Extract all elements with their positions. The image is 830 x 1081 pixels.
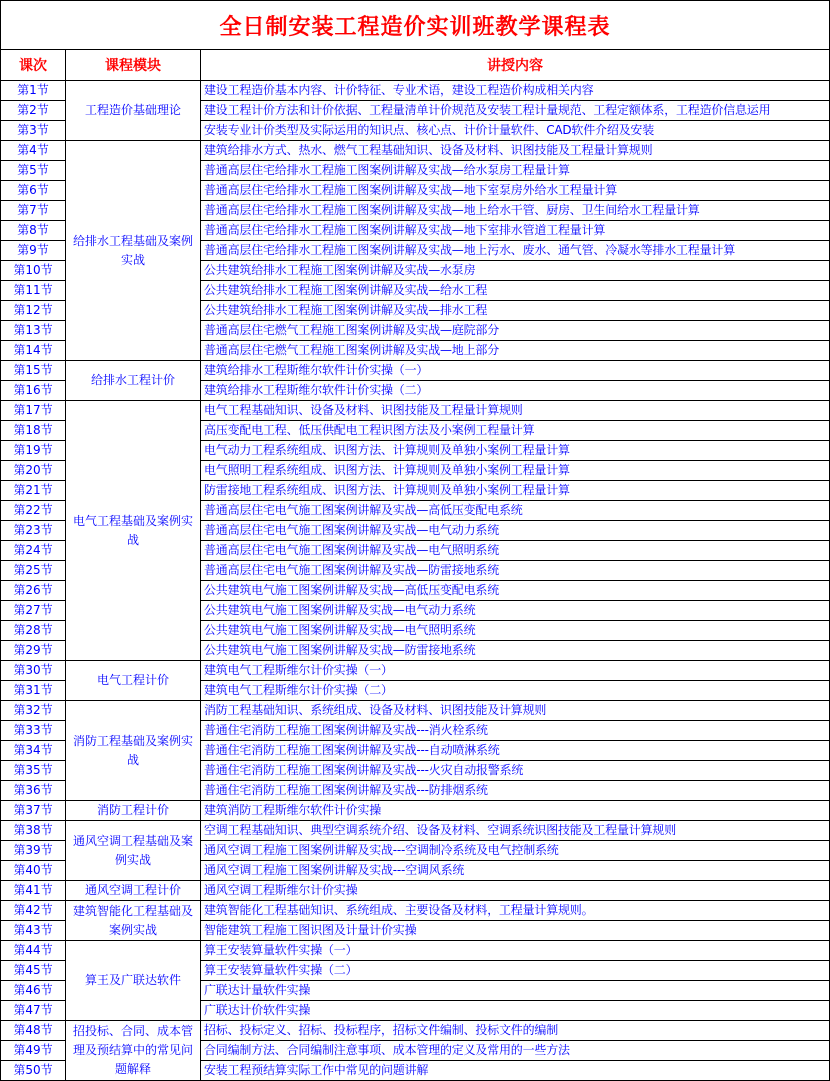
table-row — [1, 1021, 830, 1041]
session-number: 第10节 — [1, 261, 66, 281]
page-title: 全日制安装工程造价实训班教学课程表 — [1, 1, 830, 50]
session-content: 算王安装算量软件实操（二） — [201, 961, 830, 981]
table-row — [1, 821, 830, 841]
session-content: 普通高层住宅电气施工图案例讲解及实战—高低压变配电系统 — [201, 501, 830, 521]
module-name: 招投标、合同、成本管理及预结算中的常见问题解释 — [66, 1021, 201, 1081]
session-content: 公共建筑电气施工图案例讲解及实战—防雷接地系统 — [201, 641, 830, 661]
session-number: 第36节 — [1, 781, 66, 801]
module-name: 工程造价基础理论 — [66, 81, 201, 141]
session-number: 第17节 — [1, 401, 66, 421]
session-number: 第15节 — [1, 361, 66, 381]
session-content: 公共建筑电气施工图案例讲解及实战—电气照明系统 — [201, 621, 830, 641]
module-name: 通风空调工程计价 — [66, 881, 201, 901]
session-content: 防雷接地工程系统组成、识图方法、计算规则及单独小案例工程量计算 — [201, 481, 830, 501]
header-content: 讲授内容 — [201, 50, 830, 81]
session-content: 建筑电气工程斯维尔计价实操（二） — [201, 681, 830, 701]
session-number: 第2节 — [1, 101, 66, 121]
session-number: 第13节 — [1, 321, 66, 341]
session-content: 普通高层住宅给排水工程施工图案例讲解及实战—地下室排水管道工程量计算 — [201, 221, 830, 241]
session-number: 第1节 — [1, 81, 66, 101]
session-content: 普通高层住宅给排水工程施工图案例讲解及实战—地上污水、废水、通气管、冷凝水等排水工程量计算 — [201, 241, 830, 261]
session-number: 第8节 — [1, 221, 66, 241]
session-content: 普通高层住宅电气施工图案例讲解及实战—电气动力系统 — [201, 521, 830, 541]
table-row — [1, 81, 830, 101]
session-content: 安装专业计价类型及实际运用的知识点、核心点、计价计量软件、CAD软件介绍及安装 — [201, 121, 830, 141]
session-content: 广联达计量软件实操 — [201, 981, 830, 1001]
session-content: 建筑智能化工程基础知识、系统组成、主要设备及材料，工程量计算规则。 — [201, 901, 830, 921]
session-number: 第24节 — [1, 541, 66, 561]
session-content: 普通住宅消防工程施工图案例讲解及实战---火灾自动报警系统 — [201, 761, 830, 781]
table-row — [1, 701, 830, 721]
session-content: 普通高层住宅电气施工图案例讲解及实战—电气照明系统 — [201, 541, 830, 561]
session-content: 招标、投标定义、招标、投标程序，招标文件编制、投标文件的编制 — [201, 1021, 830, 1041]
session-content: 电气工程基础知识、设备及材料、识图技能及工程量计算规则 — [201, 401, 830, 421]
module-name: 消防工程基础及案例实战 — [66, 701, 201, 801]
session-number: 第4节 — [1, 141, 66, 161]
session-content: 普通住宅消防工程施工图案例讲解及实战---消火栓系统 — [201, 721, 830, 741]
session-content: 建设工程造价基本内容、计价特征、专业术语，建设工程造价构成相关内容 — [201, 81, 830, 101]
session-content: 安装工程预结算实际工作中常见的问题讲解 — [201, 1061, 830, 1081]
table-row — [1, 361, 830, 381]
session-number: 第38节 — [1, 821, 66, 841]
module-name: 电气工程基础及案例实战 — [66, 401, 201, 661]
session-number: 第6节 — [1, 181, 66, 201]
session-number: 第32节 — [1, 701, 66, 721]
table-row — [1, 941, 830, 961]
session-content: 消防工程基础知识、系统组成、设备及材料、识图技能及计算规则 — [201, 701, 830, 721]
session-number: 第34节 — [1, 741, 66, 761]
session-number: 第33节 — [1, 721, 66, 741]
session-number: 第21节 — [1, 481, 66, 501]
session-number: 第7节 — [1, 201, 66, 221]
session-content: 建筑给排水工程斯维尔软件计价实操（二） — [201, 381, 830, 401]
session-number: 第46节 — [1, 981, 66, 1001]
session-number: 第42节 — [1, 901, 66, 921]
session-number: 第25节 — [1, 561, 66, 581]
session-number: 第12节 — [1, 301, 66, 321]
session-number: 第5节 — [1, 161, 66, 181]
module-name: 电气工程计价 — [66, 661, 201, 701]
session-number: 第28节 — [1, 621, 66, 641]
session-number: 第19节 — [1, 441, 66, 461]
session-content: 公共建筑给排水工程施工图案例讲解及实战—水泵房 — [201, 261, 830, 281]
session-content: 建筑电气工程斯维尔计价实操（一） — [201, 661, 830, 681]
session-content: 高压变配电工程、低压供配电工程识图方法及小案例工程量计算 — [201, 421, 830, 441]
header-session: 课次 — [1, 50, 66, 81]
header-module: 课程模块 — [66, 50, 201, 81]
session-content: 普通高层住宅给排水工程施工图案例讲解及实战—地上给水干管、厨房、卫生间给水工程量计算 — [201, 201, 830, 221]
session-number: 第43节 — [1, 921, 66, 941]
session-number: 第14节 — [1, 341, 66, 361]
session-number: 第3节 — [1, 121, 66, 141]
session-content: 公共建筑电气施工图案例讲解及实战—高低压变配电系统 — [201, 581, 830, 601]
session-number: 第50节 — [1, 1061, 66, 1081]
session-content: 建设工程计价方法和计价依据、工程量清单计价规范及安装工程计量规范、工程定额体系，工程造价信息运用 — [201, 101, 830, 121]
session-content: 普通高层住宅燃气工程施工图案例讲解及实战—地上部分 — [201, 341, 830, 361]
session-content: 公共建筑给排水工程施工图案例讲解及实战—给水工程 — [201, 281, 830, 301]
table-row — [1, 881, 830, 901]
table-row — [1, 901, 830, 921]
session-number: 第41节 — [1, 881, 66, 901]
module-name: 算王及广联达软件 — [66, 941, 201, 1021]
session-number: 第37节 — [1, 801, 66, 821]
table-row — [1, 141, 830, 161]
session-number: 第44节 — [1, 941, 66, 961]
module-name: 建筑智能化工程基础及案例实战 — [66, 901, 201, 941]
session-content: 普通住宅消防工程施工图案例讲解及实战---防排烟系统 — [201, 781, 830, 801]
session-content: 普通高层住宅给排水工程施工图案例讲解及实战—地下室泵房外给水工程量计算 — [201, 181, 830, 201]
session-content: 普通高层住宅给排水工程施工图案例讲解及实战—给水泵房工程量计算 — [201, 161, 830, 181]
session-content: 通风空调工程施工图案例讲解及实战---空调制冷系统及电气控制系统 — [201, 841, 830, 861]
session-number: 第31节 — [1, 681, 66, 701]
session-content: 普通高层住宅燃气工程施工图案例讲解及实战—庭院部分 — [201, 321, 830, 341]
session-number: 第45节 — [1, 961, 66, 981]
session-number: 第20节 — [1, 461, 66, 481]
module-name: 通风空调工程基础及案例实战 — [66, 821, 201, 881]
session-content: 公共建筑电气施工图案例讲解及实战—电气动力系统 — [201, 601, 830, 621]
session-content: 建筑给排水方式、热水、燃气工程基础知识、设备及材料、识图技能及工程量计算规则 — [201, 141, 830, 161]
session-number: 第49节 — [1, 1041, 66, 1061]
session-number: 第18节 — [1, 421, 66, 441]
module-name: 消防工程计价 — [66, 801, 201, 821]
session-content: 公共建筑给排水工程施工图案例讲解及实战—排水工程 — [201, 301, 830, 321]
module-name: 给排水工程计价 — [66, 361, 201, 401]
session-content: 建筑消防工程斯维尔软件计价实操 — [201, 801, 830, 821]
table-row — [1, 661, 830, 681]
schedule-body — [1, 81, 830, 1081]
session-content: 通风空调工程斯维尔计价实操 — [201, 881, 830, 901]
session-content: 电气照明工程系统组成、识图方法、计算规则及单独小案例工程量计算 — [201, 461, 830, 481]
session-number: 第39节 — [1, 841, 66, 861]
module-name: 给排水工程基础及案例实战 — [66, 141, 201, 361]
session-content: 普通住宅消防工程施工图案例讲解及实战---自动喷淋系统 — [201, 741, 830, 761]
session-number: 第22节 — [1, 501, 66, 521]
session-number: 第9节 — [1, 241, 66, 261]
session-number: 第35节 — [1, 761, 66, 781]
session-number: 第16节 — [1, 381, 66, 401]
session-content: 广联达计价软件实操 — [201, 1001, 830, 1021]
table-row — [1, 801, 830, 821]
session-number: 第30节 — [1, 661, 66, 681]
session-content: 算王安装算量软件实操（一） — [201, 941, 830, 961]
session-number: 第40节 — [1, 861, 66, 881]
session-number: 第48节 — [1, 1021, 66, 1041]
session-number: 第29节 — [1, 641, 66, 661]
session-content: 智能建筑工程施工图识图及计量计价实操 — [201, 921, 830, 941]
session-content: 空调工程基础知识、典型空调系统介绍、设备及材料、空调系统识图技能及工程量计算规则 — [201, 821, 830, 841]
session-content: 电气动力工程系统组成、识图方法、计算规则及单独小案例工程量计算 — [201, 441, 830, 461]
session-content: 通风空调工程施工图案例讲解及实战---空调风系统 — [201, 861, 830, 881]
session-content: 合同编制方法、合同编制注意事项、成本管理的定义及常用的一些方法 — [201, 1041, 830, 1061]
session-number: 第27节 — [1, 601, 66, 621]
session-number: 第11节 — [1, 281, 66, 301]
session-number: 第47节 — [1, 1001, 66, 1021]
session-content: 普通高层住宅电气施工图案例讲解及实战—防雷接地系统 — [201, 561, 830, 581]
session-content: 建筑给排水工程斯维尔软件计价实操（一） — [201, 361, 830, 381]
session-number: 第26节 — [1, 581, 66, 601]
session-number: 第23节 — [1, 521, 66, 541]
table-row — [1, 401, 830, 421]
